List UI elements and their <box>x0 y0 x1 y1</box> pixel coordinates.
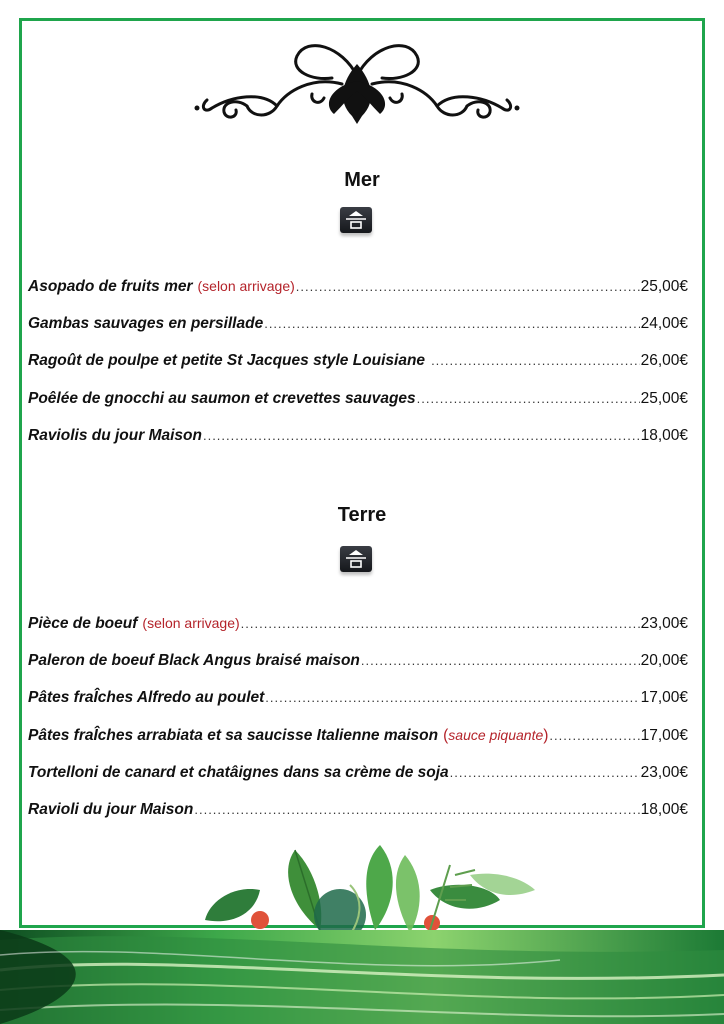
dish-name: Paleron de boeuf Black Angus braisé maison <box>28 652 360 669</box>
dish-price: 24,00€ <box>640 315 688 332</box>
dish-price: 23,00€ <box>640 764 688 781</box>
dish-note-open: ( <box>443 727 449 744</box>
dish-name: Gambas sauvages en persillade <box>28 315 264 332</box>
dish-name: Tortelloni de canard et chatâignes dans sa crème de soja <box>28 764 449 781</box>
dish-price: 23,00€ <box>640 615 688 632</box>
menu-item <box>28 427 688 449</box>
dish-name: Raviolis du jour Maison <box>28 427 202 444</box>
dish-name: Pâtes fraÎches Alfredo au poulet <box>28 689 265 706</box>
leader-dots <box>549 728 639 743</box>
menu-item <box>28 352 688 374</box>
ornament-butterfly-icon <box>192 36 522 131</box>
dish-price: 25,00€ <box>640 278 688 295</box>
menu-item <box>28 390 688 412</box>
dish-name: Pâtes fraÎches arrabiata et sa saucisse Italienne maison <box>28 727 439 744</box>
menu-item <box>28 727 688 749</box>
section-title-mer: Mer <box>344 169 380 191</box>
dish-note: (selon arrivage) <box>197 278 295 294</box>
leader-dots <box>264 316 639 331</box>
dish-price: 18,00€ <box>640 801 688 818</box>
dish-price: 20,00€ <box>640 652 688 669</box>
menu-item <box>28 652 688 674</box>
dish-price: 17,00€ <box>640 689 688 706</box>
leader-dots <box>431 353 640 368</box>
menu-item <box>28 689 688 711</box>
menu-frame <box>19 18 705 928</box>
dish-name: Pièce de boeuf <box>28 615 138 632</box>
dish-note: (selon arrivage) <box>142 615 240 631</box>
hot-plate-icon <box>340 207 372 233</box>
dish-price: 17,00€ <box>640 727 688 744</box>
dish-price: 25,00€ <box>640 390 688 407</box>
menu-item <box>28 615 688 637</box>
dish-name: Poêlée de gnocchi au saumon et crevettes sauvages <box>28 390 416 407</box>
dish-name: Ragoût de poulpe et petite St Jacques style Louisiane <box>28 352 426 369</box>
leader-dots <box>203 428 640 443</box>
dish-price: 18,00€ <box>640 427 688 444</box>
leader-dots <box>194 802 639 817</box>
tropical-leaves-icon <box>200 845 540 935</box>
leader-dots <box>417 391 640 406</box>
leader-dots <box>361 653 640 668</box>
leader-dots <box>450 765 640 780</box>
leader-dots <box>296 279 640 294</box>
menu-item <box>28 764 688 786</box>
menu-item <box>28 801 688 823</box>
menu-item <box>28 315 688 337</box>
dish-price: 26,00€ <box>640 352 688 369</box>
section-title-terre: Terre <box>337 504 387 526</box>
green-leaf-band <box>0 930 724 1024</box>
dish-note-close: ) <box>543 727 549 744</box>
leader-dots <box>265 690 639 705</box>
dish-name: Ravioli du jour Maison <box>28 801 194 818</box>
menu-item <box>28 278 688 300</box>
dish-name: Asopado de fruits mer <box>28 278 193 295</box>
hot-plate-icon <box>340 546 372 572</box>
dish-note: sauce piquante <box>448 727 544 743</box>
leader-dots <box>241 616 640 631</box>
